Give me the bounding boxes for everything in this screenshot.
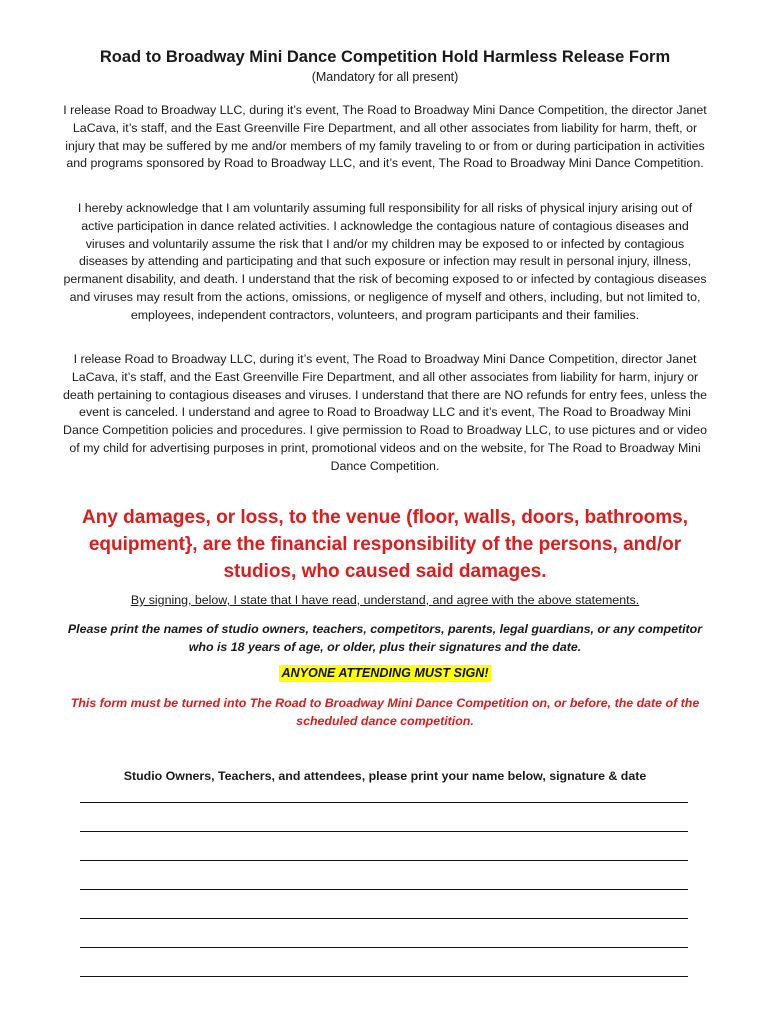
release-paragraph-1: I release Road to Broadway LLC, during it’s event, The Road to Broadway Mini Dance Competition, the director Janet LaCava, it’s staff, and the East Greenville Fire Department, and all other associates from liability for harm, theft, or injury that may be suffered by me and/or members of my family traveling to or from or during participation in activities and programs sponsored by Road to Broadway LLC, and it’s event, The Road to Broadway Mini Dance Competition. xyxy=(63,103,707,171)
signature-line[interactable] xyxy=(80,888,688,890)
print-instructions: Please print the names of studio owners, teachers, competitors, parents, legal guardians, or any competitor who is 18 years of age, or older, plus their signatures and the date. xyxy=(67,622,703,654)
signature-line[interactable] xyxy=(80,917,688,919)
signature-line[interactable] xyxy=(80,975,688,977)
signature-line[interactable] xyxy=(80,801,688,803)
risk-acknowledgement-paragraph: I hereby acknowledge that I am voluntarily assuming full responsibility for all risks of physical injury arising out of active participation in dance related activities. I acknowledge the contagious nature of contagious diseases and viruses and voluntarily assume the risk that I and/or my children may be exposed to or infected by contagious diseases by attending and participating and that such exposure or infection may result in personal injury, illness, permanent disability, and death. I understand that the risk of becoming exposed to or infected by contagious diseases and viruses may result from the actions, omissions, or negligence of myself and others, including, but not limited to, employees, independent contractors, volunteers, and program participants and their families. xyxy=(63,201,707,322)
signature-header: Studio Owners, Teachers, and attendees, please print your name below, signature & date xyxy=(123,769,647,783)
deadline-notice: This form must be turned into The Road to Broadway Mini Dance Competition on, or before, the date of the scheduled dance competition. xyxy=(70,696,700,728)
must-sign-wrapper xyxy=(0,664,770,682)
signing-acknowledgement: By signing, below, I state that I have read, understand, and agree with the above statements. xyxy=(130,593,640,607)
damages-warning: Any damages, or loss, to the venue (floor, walls, doors, bathrooms, equipment}, are the financial responsibility of the persons, and/or studios, who caused said damages. xyxy=(81,507,688,582)
signature-line[interactable] xyxy=(80,859,688,861)
signature-line[interactable] xyxy=(80,946,688,948)
release-paragraph-2: I release Road to Broadway LLC, during it’s event, The Road to Broadway Mini Dance Competition, director Janet LaCava, it’s staff, and the East Greenville Fire Department, and all other associates from liability for harm, injury or death pertaining to contagious diseases and viruses. I understand that there are NO refunds for entry fees, unless the event is canceled. I understand and agree to Road to Broadway LLC and it’s event, The Road to Broadway Mini Dance Competition policies and procedures. I give permission to Road to Broadway LLC, to use pictures and or video of my child for advertising purposes in print, promotional videos and on the website, for The Road to Broadway Mini Dance Competition. xyxy=(62,352,707,473)
signature-line[interactable] xyxy=(80,830,688,832)
form-title: Road to Broadway Mini Dance Competition Hold Harmless Release Form xyxy=(99,48,671,66)
form-subtitle: (Mandatory for all present) xyxy=(311,70,459,84)
must-sign-notice: ANYONE ATTENDING MUST SIGN! xyxy=(281,666,489,680)
signature-lines xyxy=(80,801,688,1004)
